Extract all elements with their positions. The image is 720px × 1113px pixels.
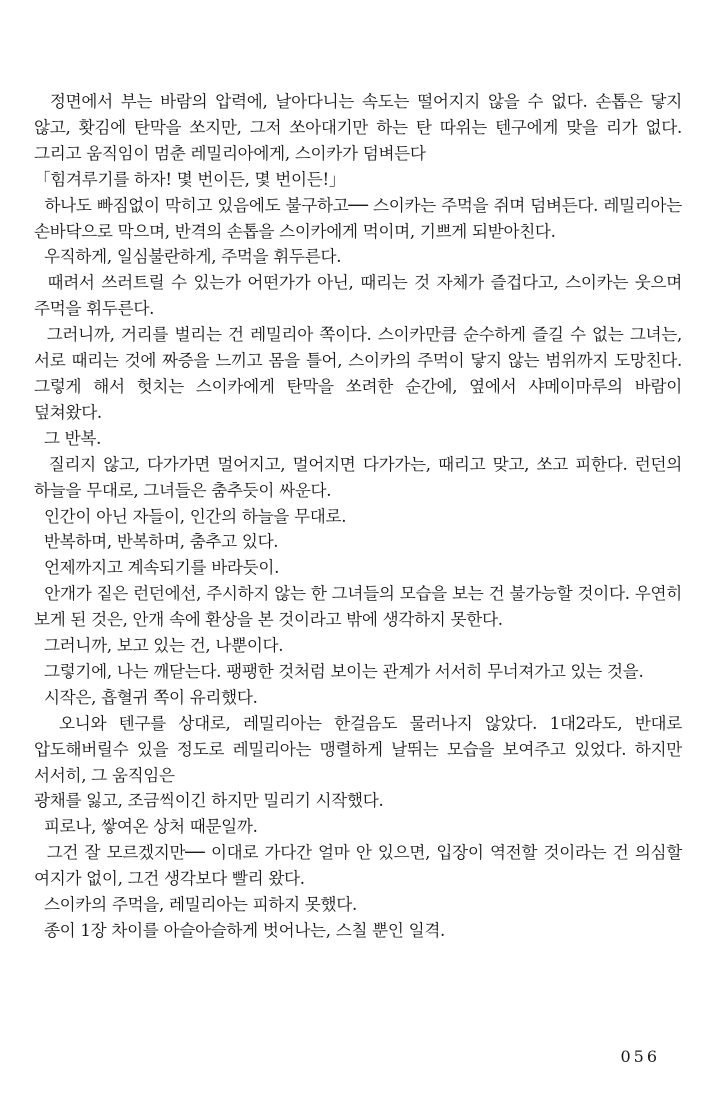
paragraph: 하나도 빠짐없이 막히고 있음에도 불구하고── 스이카는 주먹을 쥐며 덤벼든다. 레밀리아는 손바닥으로 막으며, 반격의 손톱을 스이카에게 먹이며, 기쁘게 되받아친다.	[34, 195, 687, 241]
paragraph: 때려서 쓰러트릴 수 있는가 어떤가가 아닌, 때리는 것 자체가 즐겁다고, 스이카는 웃으며 주먹을 휘두른다.	[34, 273, 687, 319]
paragraph: 오니와 텐구를 상대로, 레밀리아는 한걸음도 물러나지 않았다. 1대2라도, 반대로 압도해버릴수 있을 정도로 레밀리아는 맹렬하게 날뛰는 모습을 보여주고 있었다. 하지만 서서히, 그 움직임은	[34, 713, 687, 785]
paragraph: 그렇기에, 나는 깨닫는다. 팽팽한 것처럼 보이는 관계가 서서히 무너져가고 있는 것을.	[34, 661, 644, 681]
page-number: 056	[620, 1047, 660, 1066]
paragraph: 안개가 짙은 런던에선, 주시하지 않는 한 그녀들의 모습을 보는 건 불가능할 것이다. 우연히 보게 된 것은, 안개 속에 환상을 본 것이라고 밖에 생각하지 못한다.	[34, 584, 687, 630]
paragraph: 우직하게, 일심불란하게, 주먹을 휘두른다.	[34, 247, 342, 267]
paragraph: 종이 1장 차이를 아슬아슬하게 벗어나는, 스칠 뿐인 일격.	[34, 921, 446, 940]
paragraph: 스이카의 주먹을, 레밀리아는 피하지 못했다.	[34, 895, 357, 915]
paragraph: 질리지 않고, 다가가면 멀어지고, 멀어지면 다가가는, 때리고 맞고, 쏘고 피한다. 런던의 하늘을 무대로, 그녀들은 춤추듯이 싸운다.	[34, 454, 687, 500]
paragraph: 그러니까, 보고 있는 건, 나뿐이다.	[34, 636, 284, 656]
paragraph: 인간이 아닌 자들이, 인간의 하늘을 무대로.	[34, 506, 347, 526]
paragraph: 광채를 잃고, 조금씩이긴 하지만 밀리기 시작했다.	[34, 791, 384, 811]
paragraph: 그러니까, 거리를 벌리는 건 레밀리아 쪽이다. 스이카만큼 순수하게 즐길 수 없는 그녀는, 서로 때리는 것에 짜증을 느끼고 몸을 틀어, 스이카의 주먹이 닿지 않는 범위까지 도망친다. 그렇게 해서 헛치는 스이카에게 탄막을 쏘려한 순간에, 옆에서 샤메이마루의 바람이 덮쳐왔다.	[34, 325, 687, 422]
paragraph: 정면에서 부는 바람의 압력에, 날아다니는 속도는 떨어지지 않을 수 없다. 손톱은 닿지 않고, 홧김에 탄막을 쏘지만, 그저 쏘아대기만 하는 탄 따위는 텐구에게 맞을 리가 없다. 그리고 움직임이 멈춘 레밀리아에게, 스이카가 덤벼든다	[34, 92, 687, 163]
body-text	[34, 89, 687, 944]
paragraph: 언제까지고 계속되기를 바라듯이.	[34, 558, 280, 578]
paragraph: 시작은, 흡혈귀 쪽이 유리했다.	[34, 687, 258, 707]
paragraph: 피로나, 쌓여온 상처 때문일까.	[34, 817, 258, 837]
paragraph: 「힘겨루기를 하자! 몇 번이든, 몇 번이든!」	[34, 169, 346, 189]
paragraph: 그 반복.	[34, 428, 102, 448]
paragraph: 그건 잘 모르겠지만── 이대로 가다간 얼마 안 있으면, 입장이 역전할 것이라는 건 의심할 여지가 없이, 그건 생각보다 빨리 왔다.	[34, 843, 687, 889]
paragraph: 반복하며, 반복하며, 춤추고 있다.	[34, 532, 279, 552]
